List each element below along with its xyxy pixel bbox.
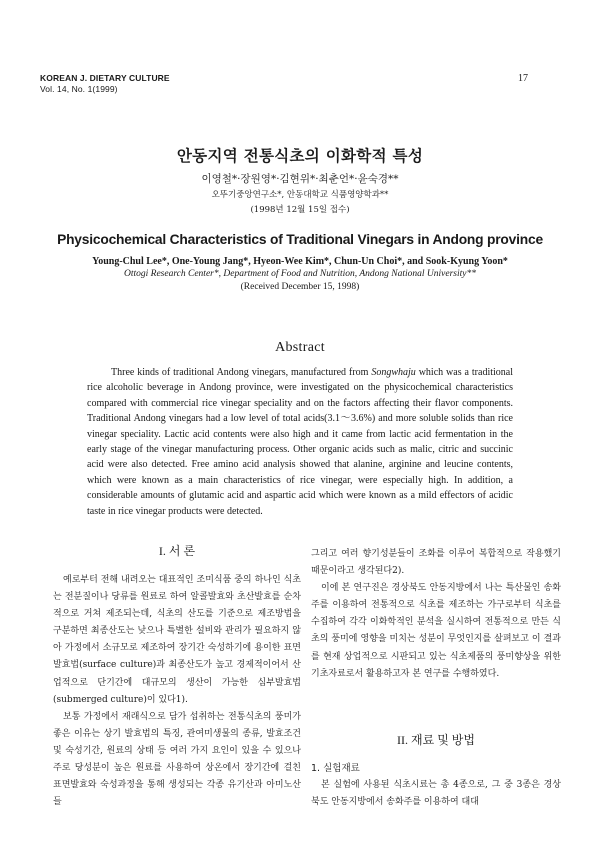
abstract-heading: Abstract xyxy=(275,340,325,355)
abstract-text-start: Three kinds of traditional Andong vinegars, manufactured from xyxy=(111,367,372,378)
right-column xyxy=(311,546,561,811)
page-number: 17 xyxy=(518,73,528,84)
intro-paragraph-4: 이에 본 연구진은 경상북도 안동지방에서 나는 특산물인 송화주를 이용하여 전통적으로 식초를 제조하는 가구로부터 식초를 수집하여 각각 이화학적인 분석을 실시하여 전통적으로 만든 식초의 풍미에 영향을 미치는 성분이 무엇인지를 살펴보고 이 결과를 현재 상업적으로 시판되고 있는 식초제품의 풍미향상을 위한 기초자료로서 활용하고자 본 연구를 수행하였다. xyxy=(311,583,561,679)
english-affiliation: Ottogi Research Center*, Department of Food and Nutrition, Andong National University** xyxy=(123,269,476,279)
methods-subheading: 1. 실험재료 xyxy=(311,762,360,774)
korean-title: 안동지역 전통식초의 이화학적 특성 xyxy=(176,147,424,165)
abstract-text-rest: which was a traditional rice alcoholic beverage in Andong province, were investigated on the physicochemical characteristics compared with commercial rice vinegar speciality and on the factors affecting their flavor components. Traditional Andong vinegars had a low level of total acids(3.1～3.6%) and more soluble solids than rice vinegar speciality. Lactic acid contents were also high and it came from lactic acid fermentation in the early stage of the vinegar manufacturing process. Other organic acids such as malic, citric and succinic acid were also detected. Free amino acid analysis showed that alanine, arginine and leucine contents, which were known as a main characteristics of rice vinegar, were especially high. In addition, a considerable amounts of glutamic acid and aspartic acid which were known as a mild effectors of acidic taste in rice vinegar products were detected. xyxy=(87,367,514,517)
methods-paragraph-1: 본 실험에 사용된 식초시료는 총 4종으로, 그 중 3종은 경상북도 안동지방에서 송화주를 이용하여 대대 xyxy=(311,779,561,807)
intro-heading: I. 서 론 xyxy=(158,544,196,558)
abstract-term: Songwhaju xyxy=(371,367,416,378)
english-authors: Young-Chul Lee*, One-Young Jang*, Hyeon-Wee Kim*, Chun-Un Choi*, and Sook-Kyung Yoon* xyxy=(92,256,508,267)
korean-authors: 이영철*·장원영*·김현위*·최춘언*·윤숙경** xyxy=(201,173,399,185)
english-title: Physicochemical Characteristics of Traditional Vinegars in Andong province xyxy=(57,232,543,247)
korean-affiliation: 오뚜기중앙연구소*, 안동대학교 식품영양학과** xyxy=(211,190,389,200)
left-column xyxy=(53,540,301,811)
korean-received-date: (1998년 12월 15일 접수) xyxy=(250,205,350,215)
methods-heading: II. 재료 및 방법 xyxy=(397,732,475,747)
journal-info xyxy=(40,73,170,95)
journal-name: KOREAN J. DIETARY CULTURE xyxy=(40,73,170,83)
intro-paragraph-3: 그리고 여러 향기성분들이 조화를 이루어 복합적으로 작용했기 때문이라고 생각된다2). xyxy=(311,549,561,577)
intro-paragraph-1: 예로부터 전해 내려오는 대표적인 조미식품 중의 하나인 식초는 전분질이나 당류를 원료로 하여 알콜발효와 초산발효를 순차적으로 거쳐 제조되는데, 식초의 산도를 기준으로 제조방법을 구분하면 최종산도는 낮으나 특별한 설비와 관리가 필요하지 않아 가정에서 소규모로 제조하여 장기간 숙성하기에 용이한 표면 발효법(surface culture)과 최종산도가 높고 경제적이어서 산업적으로 단기간에 대규모의 생산이 가능한 심부발효법(submerged culture)이 있다1). xyxy=(53,575,301,705)
intro-paragraph-2: 보통 가정에서 재래식으로 담가 섭취하는 전통식초의 풍미가 좋은 이유는 상기 발효법의 특징, 관여미생물의 종류, 발효조건 및 숙성기간, 원료의 상태 등 여러 가지 요인이 있을 수 있으나 주로 당성분이 높은 원료를 사용하여 상온에서 장기간에 걸친 표면발효와 숙성과정을 통해 생성되는 각종 유기산과 아미노산들 xyxy=(53,711,301,808)
abstract-paragraph xyxy=(87,365,513,519)
abstract-body xyxy=(87,365,513,519)
journal-volume: Vol. 14, No. 1(1999) xyxy=(40,84,118,94)
english-received-date: (Received December 15, 1998) xyxy=(240,282,360,292)
